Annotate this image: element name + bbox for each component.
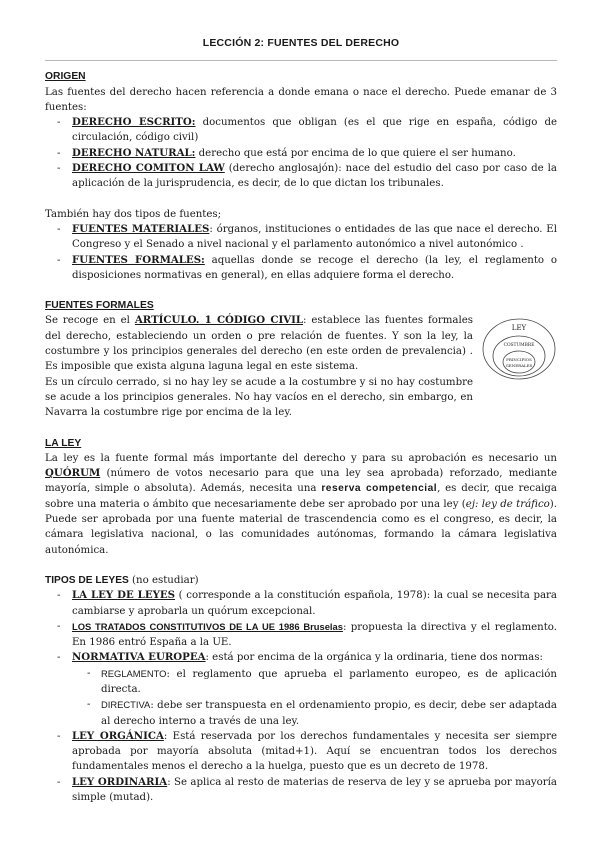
list-item: - DERECHO ESCRITO: documentos que obligan (es el que rige en españa, código de circulación, código civil) <box>57 116 557 144</box>
list-item-term: DERECHO ESCRITO: <box>72 116 196 129</box>
list-item-text: derecho que está por encima de lo que quiere el ser humano. <box>195 147 516 159</box>
sub-list-item: - DIRECTIVA: debe ser transpuesta en el ordenamiento propio, es decir, debe ser adaptada al derecho interno a través de una ley. <box>87 699 557 727</box>
middle-circle <box>493 336 545 376</box>
origen-intro: Las fuentes del derecho hacen referencia a donde emana o nace el derecho. Puede emanar de 3 fuentes: <box>45 86 557 113</box>
list-item: - FUENTES FORMALES: aquellas donde se recoge el derecho (la ley, el reglamento o disposiciones normativas en general), en ellas adquiere forma el derecho. <box>57 253 557 281</box>
tipos-fuentes-intro: También hay dos tipos de fuentes; <box>45 208 222 220</box>
list-item-term: LA LEY DE LEYES <box>72 589 176 602</box>
list-item: - DERECHO NATURAL: derecho que está por encima de lo que quiere el ser humano. <box>57 146 516 159</box>
document-page <box>45 36 557 805</box>
list-item: - LA LEY DE LEYES ( corresponde a la constitución española, 1978): la cual se necesita para cambiarse y aprobarla un quórum excepcional. <box>57 589 557 617</box>
list-item-term: LEY ORDINARIA <box>72 775 168 788</box>
heading-la-ley: LA LEY <box>45 437 82 449</box>
list-item-text: aquellas donde se recoge el derecho (la ley, el reglamento o disposiciones normativas en general), en ellas adquiere forma el derecho. <box>72 254 557 281</box>
tipos-leyes-heading-line <box>45 573 557 588</box>
sources-hierarchy-diagram <box>481 315 557 381</box>
text-run: (número de votos necesario para que una ley sea aprobada) reforzado, mediante mayoría, simple o absoluta). Además, necesita una <box>45 468 557 495</box>
text-run: ). Puede ser aprobada por una fuente material de trascendencia como es el congreso, es decir, la cámara legislativa nacional, o las comunidades autónomas, formando la cámara legislativa autonómica. <box>45 498 557 556</box>
list-item: - NORMATIVA EUROPEA: está por encima de la orgánica y la ordinaria, tiene dos normas: <box>57 651 543 664</box>
list-item-term: NORMATIVA EUROPEA <box>72 651 206 664</box>
text-run: Se recoge en el <box>45 315 135 327</box>
diagram-label-ley: LEY <box>511 324 527 333</box>
heading-fuentes-formales: FUENTES FORMALES <box>45 300 154 312</box>
list-item-text: : propuesta la directiva y el reglamento. En 1986 entró España a la UE. <box>72 621 557 649</box>
diagram-label-principios: PRINCIPIOS <box>506 357 532 363</box>
list-item-term: FUENTES FORMALES: <box>72 253 205 266</box>
heading-note: (no estudiar) <box>128 574 199 586</box>
list-item: - LEY ORGÁNICA: Está reservada por los derechos fundamentales y necesita ser siempre aprobada por mayoría absoluta (mitad+1). Aquí se encuentran todos los derechos fundamentales menos el derecho a la huelga, puesto que es un decreto de 1978. <box>57 729 557 773</box>
article-reference: ARTÍCULO. 1 CÓDIGO CIVIL <box>134 314 304 327</box>
list-item: - DERECHO COMITON LAW (derecho anglosajón): nace del estudio del caso por caso de la aplicación de la jurisprudencia, es decir, de lo que dictan los tribunales. <box>57 162 557 190</box>
list-item: - LEY ORDINARIA: Se aplica al resto de materias de reserva de ley y se aprueba por mayoría simple (mutad). <box>57 775 557 804</box>
list-item-text: : órganos, instituciones o entidades de las que nace el derecho. El Congreso y el Senado a nivel nacional y el parlamento autonómico a nivel autonómico . <box>72 223 557 251</box>
text-run: Es un círculo cerrado, si no hay ley se acude a la costumbre y si no hay costumbre se acude a los principios generales. No hay vacíos en el derecho, sin embargo, en Navarra la costumbre rige por encima de la ley. <box>45 376 473 419</box>
diagram-label-costumbre: COSTUMBRE <box>503 343 535 349</box>
sub-list-item-text: : debe ser transpuesta en el ordenamiento propio, es decir, debe ser adaptada al derecho interno a través de una ley. <box>101 700 557 727</box>
list-item: - LOS TRATADOS CONSTITUTIVOS DE LA UE 1986 Bruselas: propuesta la directiva y el reglamento. En 1986 entró España a la UE. <box>57 620 557 649</box>
list-item-term: LEY ORGÁNICA <box>72 729 164 742</box>
list-item-term: DERECHO COMITON LAW <box>72 162 225 175</box>
page-title: LECCIÓN 2: FUENTES DEL DERECHO <box>202 37 400 49</box>
sub-list-item: - REGLAMENTO: el reglamento que aprueba el parlamento europeo, es de aplicación directa. <box>87 667 557 695</box>
heading-tipos-leyes: TIPOS DE LEYES <box>45 574 129 586</box>
text-run: , es decir, que recaiga sobre una materia o ámbito que necesariamente debe ser aprobado por una ley ( <box>45 483 557 510</box>
list-item-text: : está por encima de la orgánica y la ordinaria, tiene dos normas: <box>205 652 543 664</box>
list-item-text: : Se aplica al resto de materias de reserva de ley y se aprueba por mayoría simple (mutad). <box>72 776 557 804</box>
list-item-text: documentos que obligan (es el que rige en españa, código de circulación, código civil) <box>72 117 557 144</box>
list-item-text: ( corresponde a la constitución española, 1978): la cual se necesita para cambiarse y aprobarla un quórum excepcional. <box>72 590 557 617</box>
list-item-term: DERECHO NATURAL: <box>72 146 196 159</box>
heading-origen: ORIGEN <box>45 71 86 83</box>
list-item: - FUENTES MATERIALES: órganos, instituciones o entidades de las que nace el derecho. El Congreso y el Senado a nivel nacional y el parlamento autonómico a nivel autonómico . <box>57 222 557 251</box>
diagram-label-generales: GENERALES <box>505 363 533 369</box>
fuentes-formales-text <box>45 313 473 420</box>
reserva-term: reserva competencial <box>321 483 438 495</box>
quorum-term: QUÓRUM <box>45 467 101 480</box>
text-run: La ley es la fuente formal más importante del derecho y para su aprobación es necesario un <box>45 452 557 464</box>
list-item-text: (derecho anglosajón): nace del estudio del caso por caso de la aplicación de la jurisprudencia, es decir, de lo que dictan los tribunales. <box>72 163 557 190</box>
example-text: ej: ley de tráfico <box>465 498 550 510</box>
inner-circle <box>503 351 535 373</box>
text-run: : establece las fuentes formales del derecho, estableciendo un orden o pre relación de fuentes. Y son la ley, la costumbre y los principios generales del derecho (en este orden de prevalencia) . Es imposible que exista alguna laguna legal en este sistema. <box>45 315 473 373</box>
sub-list-item-term: REGLAMENTO <box>101 667 167 679</box>
sub-list-item-text: : el reglamento que aprueba el parlamento europeo, es de aplicación directa. <box>101 668 557 695</box>
la-ley-text <box>45 451 557 558</box>
list-item-term: FUENTES MATERIALES <box>72 222 210 235</box>
list-item-text: : Está reservada por los derechos fundamentales y necesita ser siempre aprobada por mayoría absoluta (mitad+1). Aquí se encuentran todos los derechos fundamentales menos el derecho a la huelga, puesto que es un decreto de 1978. <box>72 730 557 773</box>
sub-list-item-term: DIRECTIVA <box>101 699 151 711</box>
list-item-term: LOS TRATADOS CONSTITUTIVOS DE LA UE 1986 Bruselas <box>72 620 343 632</box>
